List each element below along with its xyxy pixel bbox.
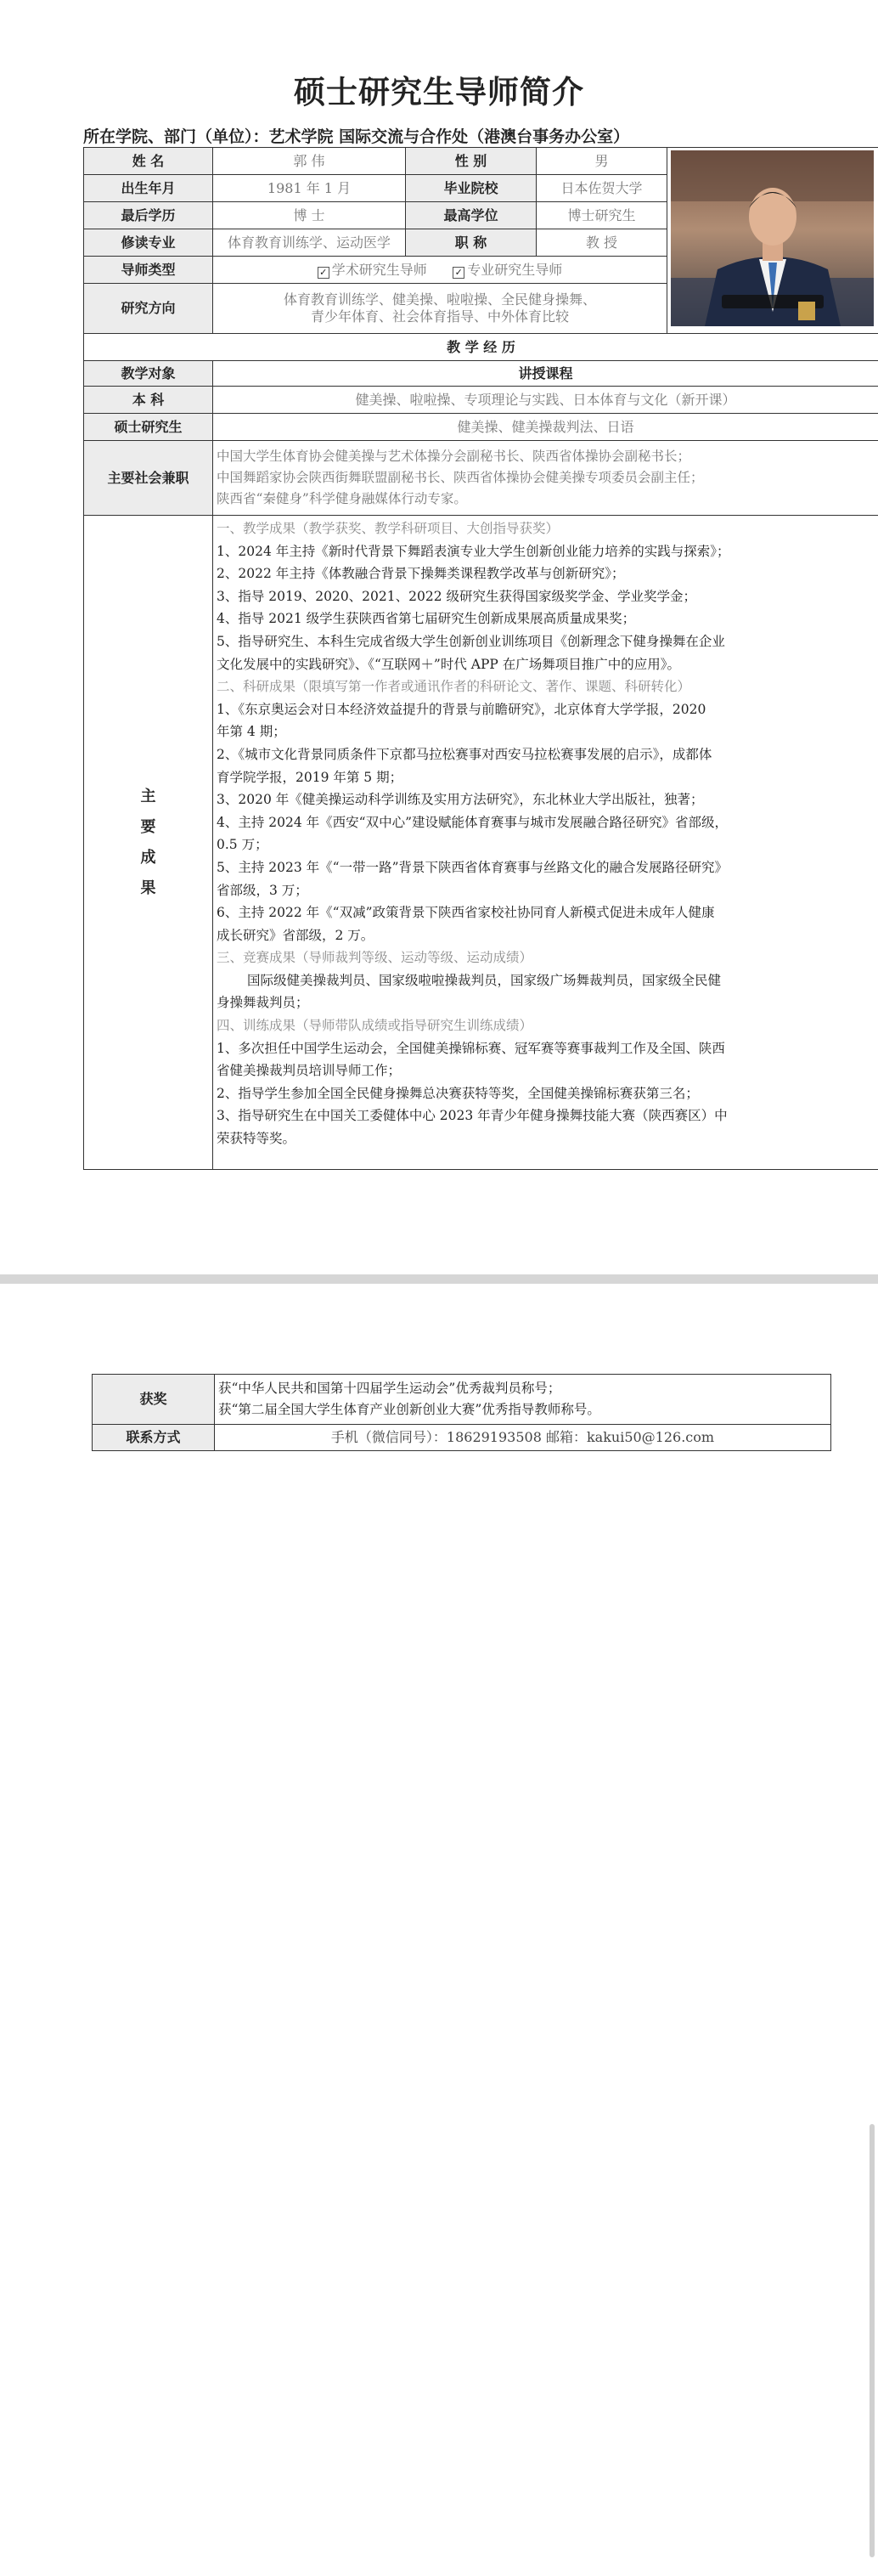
achievements-label: [84, 788, 212, 897]
achievements-content: [213, 516, 878, 1170]
ach-line: 4、指导 2021 级学生获陕西省第七届研究生创新成果展高质量成果奖；: [217, 611, 636, 627]
research-line: 体育教育训练学、健美操、啦啦操、全民健身操舞、: [283, 291, 596, 308]
teaching-col-courses: 讲授课程: [213, 361, 878, 387]
label-char: 果: [140, 878, 156, 897]
rank-value: 教 授: [537, 229, 667, 257]
type-academic: 学术研究生导师: [331, 261, 427, 278]
teaching-col-target: 教学对象: [84, 361, 213, 387]
affiliation-line: 所在学院、部门（单位）：艺术学院 国际交流与合作处（港澳台事务办公室）: [83, 127, 630, 146]
ach-line: 6、主持 2022 年《“双减”政策背景下陕西省家校社协同育人新模式促进未成年人健康: [217, 905, 715, 921]
ach-line: 1、2024 年主持《新时代背景下舞蹈表演专业大学生创新创业能力培养的实践与探索》；: [217, 543, 730, 559]
checkbox-icon: ✓: [318, 267, 329, 279]
ach-line: 0.5 万；: [217, 837, 268, 853]
label-char: 成: [140, 848, 156, 867]
ach-heading: 一、教学成果（教学获奖、教学科研项目、大创指导获奖）: [217, 521, 560, 536]
award-line: 获“第二届全国大学生体育产业创新创业大赛”优秀指导教师称号。: [218, 1402, 600, 1417]
ach-heading: 四、训练成果（导师带队成绩或指导研究生训练成绩）: [217, 1018, 533, 1034]
ach-line: 1、《东京奥运会对日本经济效益提升的背景与前瞻研究》，北京体育大学学报，2020: [217, 701, 706, 717]
award-line: 获“中华人民共和国第十四届学生运动会”优秀裁判员称号；: [218, 1381, 561, 1396]
undergrad-label: 本 科: [84, 387, 213, 414]
profile-table: [83, 147, 878, 1170]
ach-line: 5、主持 2023 年《“一带一路”背景下陕西省体育赛事与丝路文化的融合发展路径研究》: [217, 859, 729, 875]
social-line: 陕西省“秦健身”科学健身融媒体行动专家。: [217, 491, 467, 506]
checkbox-icon: ✓: [453, 267, 464, 279]
ach-line: 成长研究》省部级，2 万。: [217, 927, 374, 943]
gender-label: 性 别: [406, 148, 537, 175]
ach-line: 5、指导研究生、本科生完成省级大学生创新创业训练项目《创新理念下健身操舞在企业: [217, 633, 725, 649]
ach-line: 省部级，3 万；: [217, 882, 308, 898]
ach-line: 2、2022 年主持《体教融合背景下操舞类课程教学改革与创新研究》；: [217, 566, 625, 582]
advisor-photo: [671, 150, 874, 326]
label-char: 主: [140, 787, 156, 805]
ach-line: 年第 4 期；: [217, 724, 286, 740]
teaching-section-title: 教 学 经 历: [84, 334, 878, 361]
ach-line: 4、主持 2024 年《西安“双中心”建设赋能体育赛事与城市发展融合路径研究》省部级，: [217, 814, 729, 830]
master-label: 硕士研究生: [84, 414, 213, 441]
page-divider: [0, 1274, 878, 1284]
type-professional: 专业研究生导师: [467, 261, 563, 278]
degree-label: 最高学位: [406, 202, 537, 229]
rank-label: 职 称: [406, 229, 537, 257]
ach-line: 国际级健美操裁判员、国家级啦啦操裁判员，国家级广场舞裁判员，国家级全民健: [247, 972, 722, 988]
social-line: 中国舞蹈家协会陕西街舞联盟副秘书长、陕西省体操协会健美操专项委员会副主任；: [217, 470, 704, 485]
grad-school-value: 日本佐贺大学: [537, 175, 667, 202]
advisor-type-label: 导师类型: [84, 257, 213, 284]
education-label: 最后学历: [84, 202, 213, 229]
ach-line: 2、《城市文化背景同质条件下京都马拉松赛事对西安马拉松赛事发展的启示》，成都体: [217, 746, 712, 762]
scrollbar-thumb[interactable]: [870, 2124, 875, 2557]
research-value: [213, 284, 667, 334]
degree-value: 博士研究生: [537, 202, 667, 229]
master-courses: 健美操、健美操裁判法、日语: [213, 414, 878, 441]
awards-label: 获奖: [93, 1375, 215, 1425]
ach-heading: 二、科研成果（限填写第一作者或通讯作者的科研论文、著作、课题、科研转化）: [217, 679, 691, 695]
social-roles: [213, 441, 878, 516]
grad-school-label: 毕业院校: [406, 175, 537, 202]
contact-info: 手机（微信同号）：18629193508 邮箱：kakui50@126.com: [215, 1425, 831, 1451]
awards-content: [215, 1375, 831, 1425]
birth-label: 出生年月: [84, 175, 213, 202]
social-line: 中国大学生体育协会健美操与艺术体操分会副秘书长、陕西省体操协会副秘书长；: [217, 449, 691, 464]
ach-line: 身操舞裁判员；: [217, 995, 309, 1011]
page-title: 硕士研究生导师简介: [294, 74, 584, 110]
ach-line: 2、指导学生参加全国全民健身操舞总决赛获特等奖，全国健美操锦标赛获第三名；: [217, 1085, 699, 1101]
ach-line: 3、指导研究生在中国关工委健体中心 2023 年青少年健身操舞技能大赛（陕西赛区）中: [217, 1108, 728, 1124]
ach-heading: 三、竞赛成果（导师裁判等级、运动等级、运动成绩）: [217, 950, 533, 966]
major-value: 体育教育训练学、运动医学: [213, 229, 406, 257]
social-label: 主要社会兼职: [84, 441, 213, 516]
undergrad-courses: 健美操、啦啦操、专项理论与实践、日本体育与文化（新开课）: [213, 387, 878, 414]
contact-label: 联系方式: [93, 1425, 215, 1451]
name-label: 姓 名: [84, 148, 213, 175]
achievements-label-cell: [84, 516, 213, 1170]
ach-line: 1、多次担任中国学生运动会，全国健美操锦标赛、冠军赛等赛事裁判工作及全国、陕西: [217, 1040, 725, 1056]
ach-line: 3、指导 2019、2020、2021、2022 级研究生获得国家级奖学金、学业奖学金；: [217, 588, 697, 604]
photo-cell: [667, 148, 878, 334]
gender-value: 男: [537, 148, 667, 175]
birth-value: 1981 年 1 月: [213, 175, 406, 202]
ach-line: 省健美操裁判员培训导师工作；: [217, 1063, 402, 1079]
label-char: 要: [140, 817, 156, 836]
ach-line: 荣获特等奖。: [217, 1131, 296, 1147]
awards-table: [92, 1374, 831, 1451]
name-value: 郭 伟: [213, 148, 406, 175]
education-value: 博 士: [213, 202, 406, 229]
ach-line: 3、2020 年《健美操运动科学训练及实用方法研究》，东北林业大学出版社，独著；: [217, 792, 704, 808]
ach-line: 育学院学报，2019 年第 5 期；: [217, 769, 403, 785]
ach-line: 文化发展中的实践研究》、《“互联网＋”时代 APP 在广场舞项目推广中的应用》。: [217, 656, 681, 672]
advisor-type-value: [213, 257, 667, 284]
research-label: 研究方向: [84, 284, 213, 334]
major-label: 修读专业: [84, 229, 213, 257]
research-line: 青少年体育、社会体育指导、中外体育比较: [310, 308, 569, 325]
